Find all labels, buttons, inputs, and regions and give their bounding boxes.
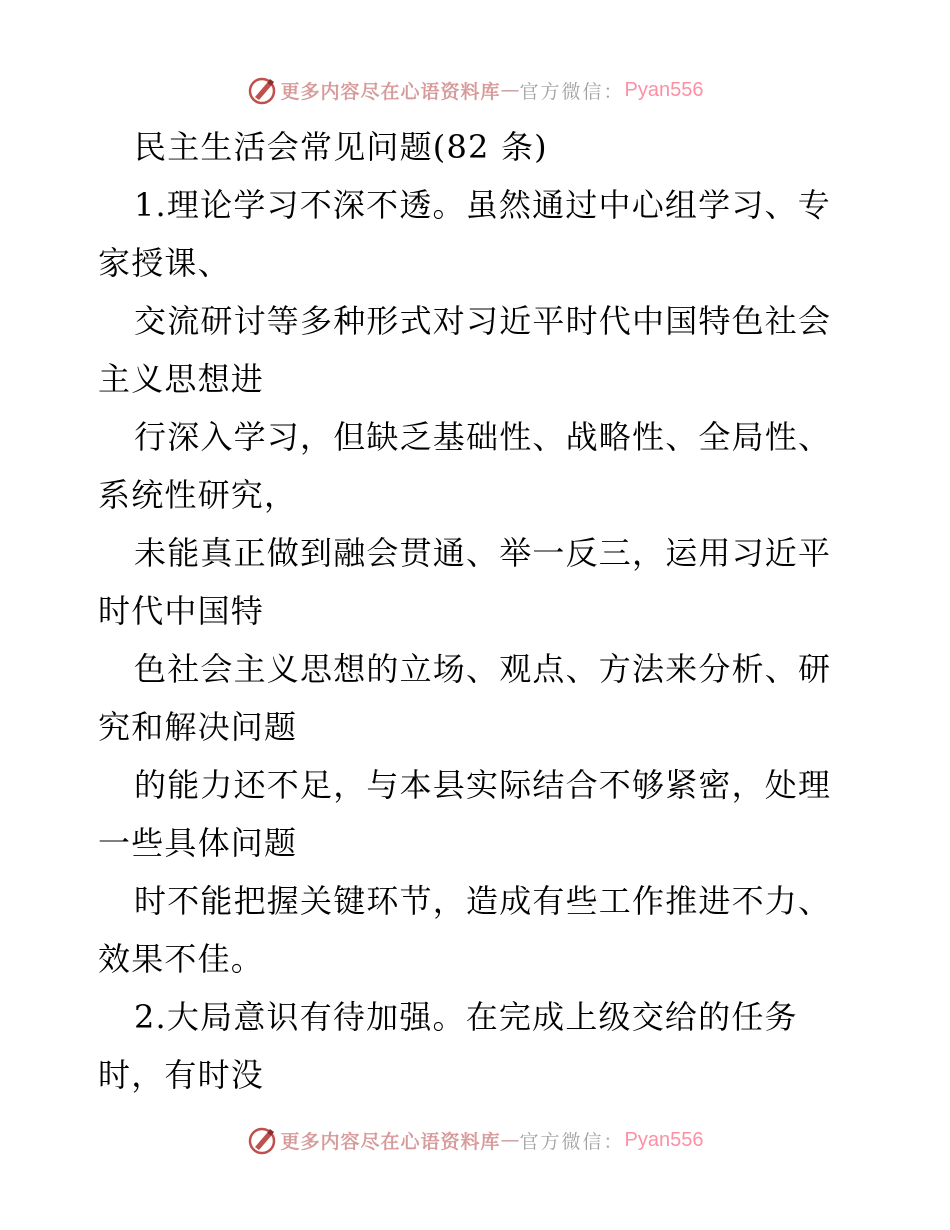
pen-logo-icon [247,1125,277,1155]
paragraph: 行深入学习，但缺乏基础性、战略性、全局性、系统性研究， [98,418,832,514]
watermark-dash: — [500,1129,520,1151]
paragraph: 2.大局意识有待加强。在完成上级交给的任务时，有时没 [98,998,798,1094]
watermark-dash: — [500,79,520,101]
paragraph: 1.理论学习不深不透。虽然通过中心组学习、专家授课、 [98,186,831,282]
watermark-wechat-id: Pyan556 [624,1128,704,1151]
paragraph: 交流研讨等多种形式对习近平时代中国特色社会主义思想进 [98,302,832,398]
paragraph: 的能力还不足，与本县实际结合不够紧密，处理一些具体问题 [98,766,832,862]
document-title: 民主生活会常见问题(82 条) [134,128,548,166]
footer-watermark-banner [0,1122,950,1158]
watermark-wechat-id: Pyan556 [624,78,704,101]
watermark-brand-text: 更多内容尽在心语资料库 [280,80,501,103]
paragraph: 未能真正做到融会贯通、举一反三，运用习近平时代中国特 [98,534,832,630]
watermark-official-label: 官方微信： [519,80,625,103]
paragraph: 时不能把握关键环节，造成有些工作推进不力、效果不佳。 [98,882,832,978]
watermark-official-label: 官方微信： [519,1130,625,1153]
watermark-brand-text: 更多内容尽在心语资料库 [280,1130,501,1153]
pen-logo-icon [247,75,277,105]
document-body [98,118,858,1104]
header-watermark-banner [0,72,950,108]
paragraph: 色社会主义思想的立场、观点、方法来分析、研究和解决问题 [98,650,832,746]
